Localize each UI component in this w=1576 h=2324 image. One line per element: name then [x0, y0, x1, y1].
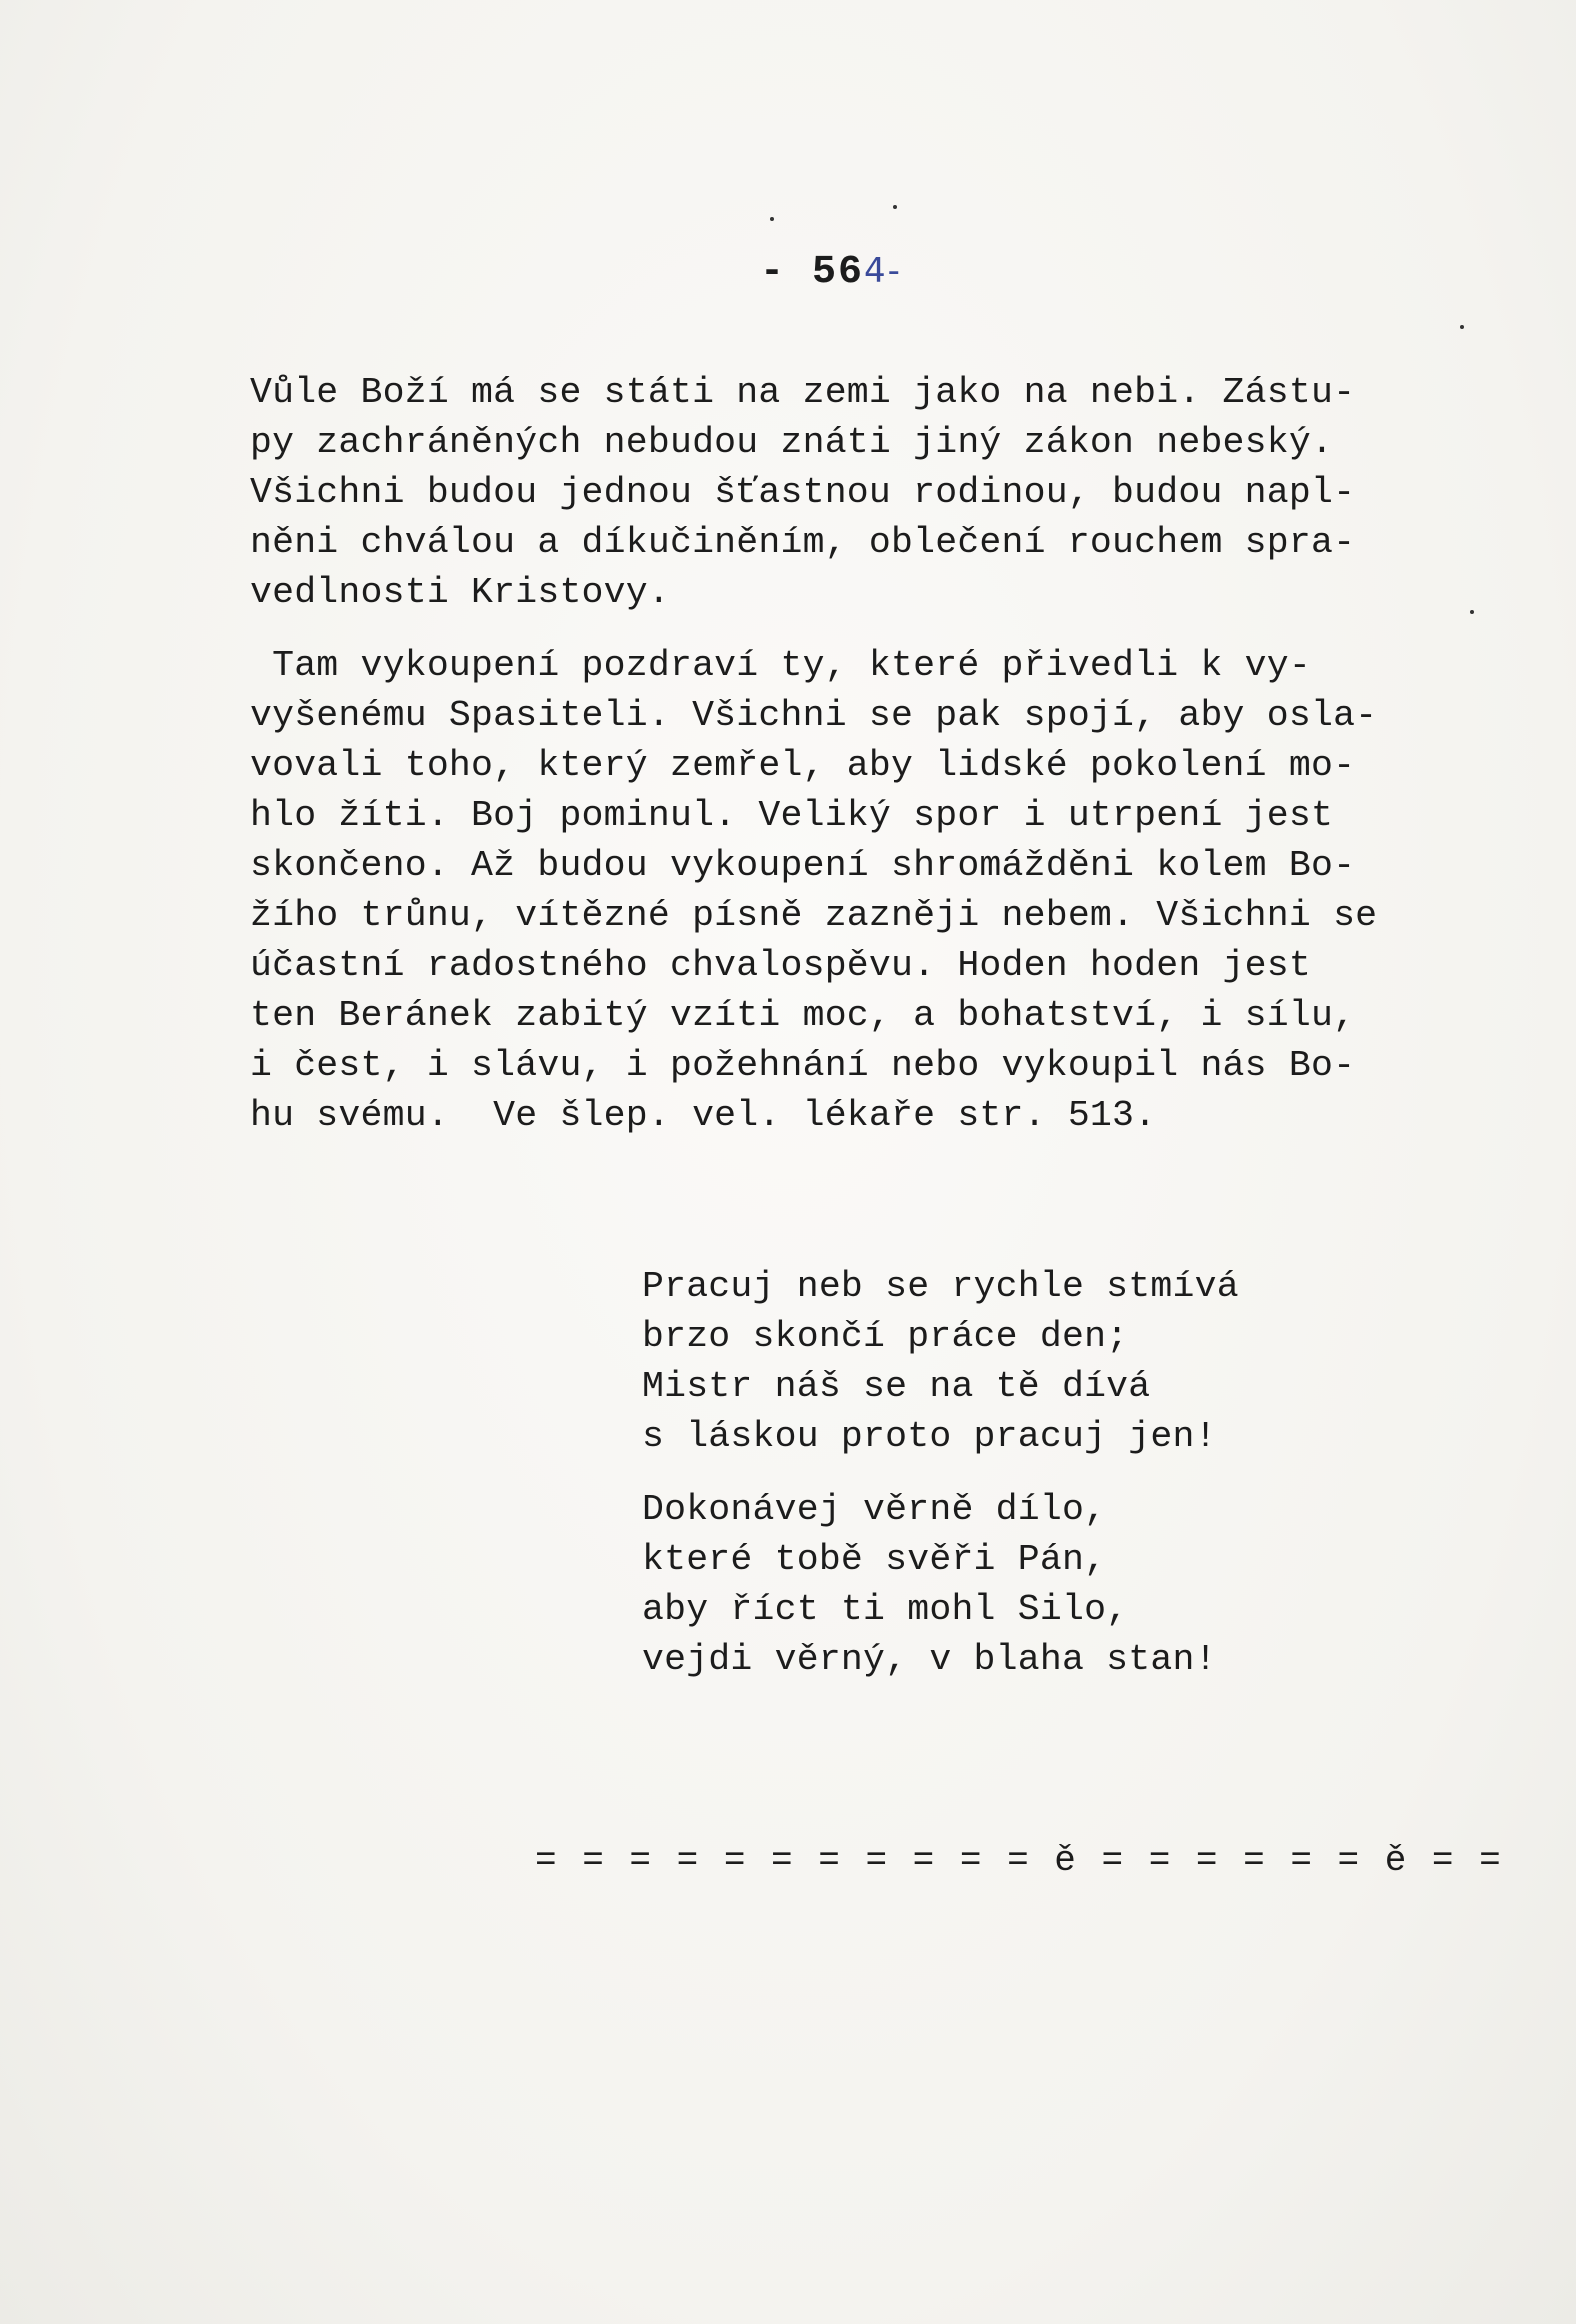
text-line: Všichni budou jednou šťastnou rodinou, budou napl-: [250, 472, 1356, 513]
text-line: hu svému. Ve šlep. vel. lékaře str. 513.: [250, 1095, 1157, 1136]
text-line: Tam vykoupení pozdraví ty, které přivedli k vy-: [250, 645, 1311, 686]
poem-line: brzo skončí práce den;: [642, 1316, 1129, 1357]
poem-line: Pracuj neb se rychle stmívá: [642, 1266, 1239, 1307]
section-divider: = = = = = = = = = = = ě = = = = = = ě = =: [535, 1840, 1503, 1881]
poem-line: Mistr náš se na tě dívá: [642, 1366, 1151, 1407]
text-line: vyšenému Spasiteli. Všichni se pak spojí, aby osla-: [250, 695, 1378, 736]
paper-speck: [893, 205, 897, 209]
poem-line: aby říct ti mohl Silo,: [642, 1589, 1129, 1630]
paper-speck: [1470, 610, 1474, 614]
poem: [642, 1262, 1239, 1685]
poem-line: vejdi věrný, v blaha stan!: [642, 1639, 1217, 1680]
poem-stanza-2: [642, 1485, 1239, 1685]
page-number-handwritten: 4-: [864, 251, 902, 291]
poem-line: Dokonávej věrně dílo,: [642, 1489, 1107, 1530]
paragraph-2: [250, 641, 1510, 1141]
poem-line: s láskou proto pracuj jen!: [642, 1416, 1217, 1457]
text-line: py zachráněných nebudou znáti jiný zákon nebeský.: [250, 422, 1334, 463]
paper-speck: [1460, 325, 1464, 329]
text-line: Vůle Boží má se státi na zemi jako na nebi. Zástu-: [250, 372, 1356, 413]
text-line: účastní radostného chvalospěvu. Hoden hoden jest: [250, 945, 1311, 986]
paper-speck: [770, 217, 774, 221]
text-line: vedlnosti Kristovy.: [250, 572, 670, 613]
text-line: ten Beránek zabitý vzíti moc, a bohatství, i sílu,: [250, 995, 1356, 1036]
poem-stanza-1: [642, 1262, 1239, 1462]
text-line: vovali toho, který zemřel, aby lidské pokolení mo-: [250, 745, 1356, 786]
page-number: [760, 250, 902, 295]
text-line: hlo žíti. Boj pominul. Veliký spor i utrpení jest: [250, 795, 1334, 836]
text-line: něni chválou a díkučiněním, oblečení rouchem spra-: [250, 522, 1356, 563]
poem-line: které tobě svěři Pán,: [642, 1539, 1107, 1580]
paragraph-1: [250, 368, 1510, 618]
text-line: i čest, i slávu, i požehnání nebo vykoupil nás Bo-: [250, 1045, 1356, 1086]
prose-text: [250, 368, 1510, 1141]
page-number-typed: - 56: [760, 250, 865, 295]
text-line: žího trůnu, vítězné písně zazněji nebem. Všichni se: [250, 895, 1378, 936]
text-line: skončeno. Až budou vykoupení shromážděni kolem Bo-: [250, 845, 1356, 886]
